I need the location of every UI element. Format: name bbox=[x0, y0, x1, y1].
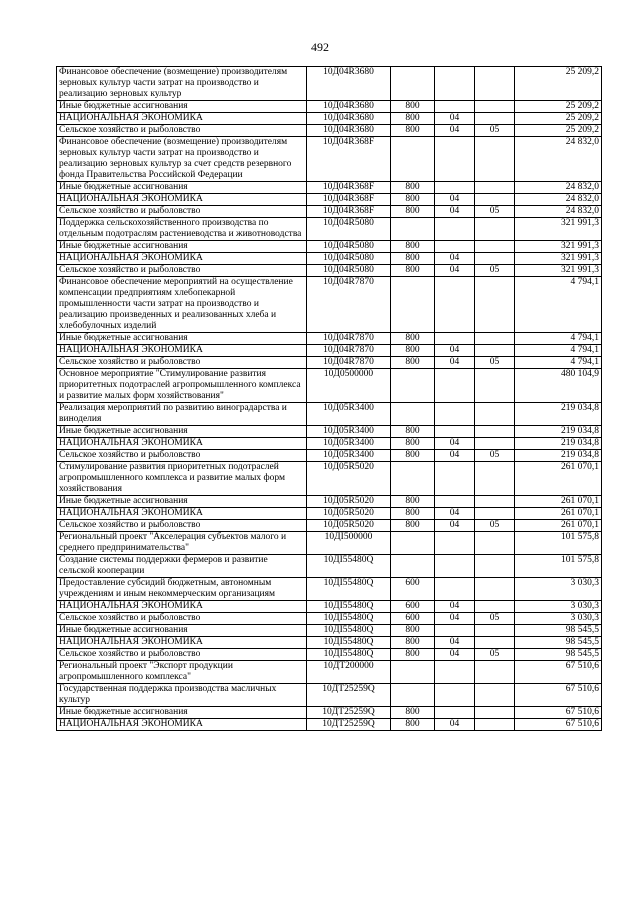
section-code bbox=[435, 333, 475, 345]
expense-type-code: 800 bbox=[391, 707, 435, 719]
amount-value: 321 991,3 bbox=[515, 265, 602, 277]
expense-type-code bbox=[391, 661, 435, 684]
amount-value: 480 104,9 bbox=[515, 369, 602, 403]
expense-type-code: 800 bbox=[391, 345, 435, 357]
subsection-code bbox=[475, 241, 515, 253]
budget-item-name: НАЦИОНАЛЬНАЯ ЭКОНОМИКА bbox=[57, 113, 307, 125]
table-row bbox=[57, 426, 602, 438]
target-article-code: 10Д04R3680 bbox=[307, 67, 391, 101]
budget-item-name: Финансовое обеспечение (возмещение) производителям зерновых культур части затрат на производство и реализацию зерновых культур за счет средств резервного фонда Правительства Российской Федерации bbox=[57, 137, 307, 182]
expense-type-code bbox=[391, 369, 435, 403]
target-article-code: 10Д04R3680 bbox=[307, 125, 391, 137]
target-article-code: 10ДI55480Q bbox=[307, 601, 391, 613]
expense-type-code: 800 bbox=[391, 496, 435, 508]
table-row bbox=[57, 555, 602, 578]
section-code: 04 bbox=[435, 253, 475, 265]
target-article-code: 10Д0500000 bbox=[307, 369, 391, 403]
budget-item-name: Иные бюджетные ассигнования bbox=[57, 496, 307, 508]
subsection-code bbox=[475, 333, 515, 345]
target-article-code: 10Д05R3400 bbox=[307, 438, 391, 450]
target-article-code: 10ДI55480Q bbox=[307, 555, 391, 578]
target-article-code: 10Д04R5080 bbox=[307, 218, 391, 241]
budget-item-name: Иные бюджетные ассигнования bbox=[57, 333, 307, 345]
expense-type-code: 800 bbox=[391, 101, 435, 113]
table-row bbox=[57, 520, 602, 532]
expense-type-code bbox=[391, 277, 435, 333]
table-row bbox=[57, 101, 602, 113]
table-row bbox=[57, 496, 602, 508]
subsection-code: 05 bbox=[475, 265, 515, 277]
subsection-code bbox=[475, 194, 515, 206]
subsection-code bbox=[475, 113, 515, 125]
section-code bbox=[435, 496, 475, 508]
amount-value: 101 575,8 bbox=[515, 555, 602, 578]
amount-value: 219 034,8 bbox=[515, 403, 602, 426]
amount-value: 98 545,5 bbox=[515, 625, 602, 637]
target-article-code: 10Д04R7870 bbox=[307, 357, 391, 369]
table-row bbox=[57, 661, 602, 684]
target-article-code: 10ДI55480Q bbox=[307, 637, 391, 649]
expense-type-code bbox=[391, 218, 435, 241]
section-code: 04 bbox=[435, 508, 475, 520]
subsection-code bbox=[475, 345, 515, 357]
table-row bbox=[57, 637, 602, 649]
expense-type-code bbox=[391, 137, 435, 182]
subsection-code bbox=[475, 462, 515, 496]
target-article-code: 10Д04R3680 bbox=[307, 113, 391, 125]
expense-type-code: 600 bbox=[391, 578, 435, 601]
table-row bbox=[57, 253, 602, 265]
target-article-code: 10Д05R5020 bbox=[307, 462, 391, 496]
budget-item-name: НАЦИОНАЛЬНАЯ ЭКОНОМИКА bbox=[57, 438, 307, 450]
expense-type-code: 800 bbox=[391, 438, 435, 450]
subsection-code bbox=[475, 403, 515, 426]
subsection-code: 05 bbox=[475, 206, 515, 218]
expense-type-code: 800 bbox=[391, 253, 435, 265]
amount-value: 261 070,1 bbox=[515, 462, 602, 496]
table-row bbox=[57, 194, 602, 206]
amount-value: 25 209,2 bbox=[515, 101, 602, 113]
amount-value: 4 794,1 bbox=[515, 357, 602, 369]
table-row bbox=[57, 333, 602, 345]
expense-type-code: 800 bbox=[391, 426, 435, 438]
table-row bbox=[57, 265, 602, 277]
subsection-code bbox=[475, 637, 515, 649]
subsection-code bbox=[475, 496, 515, 508]
subsection-code bbox=[475, 601, 515, 613]
budget-item-name: Сельское хозяйство и рыболовство bbox=[57, 649, 307, 661]
expense-type-code: 600 bbox=[391, 613, 435, 625]
amount-value: 25 209,2 bbox=[515, 67, 602, 101]
subsection-code: 05 bbox=[475, 125, 515, 137]
subsection-code bbox=[475, 426, 515, 438]
budget-item-name: НАЦИОНАЛЬНАЯ ЭКОНОМИКА bbox=[57, 194, 307, 206]
budget-item-name: Иные бюджетные ассигнования bbox=[57, 625, 307, 637]
target-article-code: 10Д05R3400 bbox=[307, 403, 391, 426]
target-article-code: 10Д04R5080 bbox=[307, 265, 391, 277]
budget-item-name: НАЦИОНАЛЬНАЯ ЭКОНОМИКА bbox=[57, 508, 307, 520]
expense-type-code: 800 bbox=[391, 450, 435, 462]
subsection-code bbox=[475, 182, 515, 194]
section-code bbox=[435, 661, 475, 684]
target-article-code: 10Д05R5020 bbox=[307, 508, 391, 520]
amount-value: 219 034,8 bbox=[515, 450, 602, 462]
section-code: 04 bbox=[435, 520, 475, 532]
target-article-code: 10Д04R7870 bbox=[307, 345, 391, 357]
subsection-code bbox=[475, 719, 515, 731]
section-code bbox=[435, 241, 475, 253]
table-row bbox=[57, 67, 602, 101]
section-code bbox=[435, 462, 475, 496]
expense-type-code: 800 bbox=[391, 182, 435, 194]
amount-value: 98 545,5 bbox=[515, 649, 602, 661]
subsection-code bbox=[475, 438, 515, 450]
amount-value: 24 832,0 bbox=[515, 206, 602, 218]
amount-value: 101 575,8 bbox=[515, 532, 602, 555]
amount-value: 4 794,1 bbox=[515, 345, 602, 357]
budget-item-name: Иные бюджетные ассигнования bbox=[57, 241, 307, 253]
table-row bbox=[57, 125, 602, 137]
table-row bbox=[57, 277, 602, 333]
expense-type-code: 800 bbox=[391, 265, 435, 277]
section-code: 04 bbox=[435, 265, 475, 277]
amount-value: 24 832,0 bbox=[515, 194, 602, 206]
section-code: 04 bbox=[435, 637, 475, 649]
budget-item-name: Поддержка сельскохозяйственного производства по отдельным подотраслям растениеводства и животноводства bbox=[57, 218, 307, 241]
budget-item-name: Сельское хозяйство и рыболовство bbox=[57, 357, 307, 369]
amount-value: 219 034,8 bbox=[515, 438, 602, 450]
amount-value: 321 991,3 bbox=[515, 218, 602, 241]
expense-type-code: 800 bbox=[391, 520, 435, 532]
section-code: 04 bbox=[435, 125, 475, 137]
budget-item-name: Иные бюджетные ассигнования bbox=[57, 101, 307, 113]
budget-table-body bbox=[57, 67, 602, 731]
table-row bbox=[57, 241, 602, 253]
table-row bbox=[57, 450, 602, 462]
expense-type-code: 800 bbox=[391, 508, 435, 520]
subsection-code: 05 bbox=[475, 649, 515, 661]
target-article-code: 10Д05R5020 bbox=[307, 520, 391, 532]
expense-type-code: 800 bbox=[391, 194, 435, 206]
budget-item-name: НАЦИОНАЛЬНАЯ ЭКОНОМИКА bbox=[57, 253, 307, 265]
section-code: 04 bbox=[435, 194, 475, 206]
budget-item-name: Сельское хозяйство и рыболовство bbox=[57, 520, 307, 532]
table-row bbox=[57, 613, 602, 625]
table-row bbox=[57, 345, 602, 357]
budget-item-name: Основное мероприятие "Стимулирование развития приоритетных подотраслей агропромышленного комплекса и развитие малых форм хозяйствования" bbox=[57, 369, 307, 403]
expense-type-code: 800 bbox=[391, 206, 435, 218]
page-number: 492 bbox=[311, 40, 329, 54]
target-article-code: 10Д04R7870 bbox=[307, 277, 391, 333]
amount-value: 4 794,1 bbox=[515, 333, 602, 345]
amount-value: 3 030,3 bbox=[515, 578, 602, 601]
budget-item-name: НАЦИОНАЛЬНАЯ ЭКОНОМИКА bbox=[57, 601, 307, 613]
amount-value: 4 794,1 bbox=[515, 277, 602, 333]
section-code bbox=[435, 555, 475, 578]
subsection-code bbox=[475, 67, 515, 101]
amount-value: 67 510,6 bbox=[515, 661, 602, 684]
subsection-code bbox=[475, 555, 515, 578]
expense-type-code bbox=[391, 555, 435, 578]
amount-value: 25 209,2 bbox=[515, 113, 602, 125]
section-code bbox=[435, 625, 475, 637]
target-article-code: 10ДI55480Q bbox=[307, 625, 391, 637]
section-code bbox=[435, 182, 475, 194]
target-article-code: 10Д04R7870 bbox=[307, 333, 391, 345]
subsection-code: 05 bbox=[475, 450, 515, 462]
section-code bbox=[435, 684, 475, 707]
section-code: 04 bbox=[435, 357, 475, 369]
amount-value: 261 070,1 bbox=[515, 496, 602, 508]
amount-value: 25 209,2 bbox=[515, 125, 602, 137]
subsection-code bbox=[475, 707, 515, 719]
subsection-code bbox=[475, 508, 515, 520]
budget-item-name: Финансовое обеспечение мероприятий на осуществление компенсации предприятиям хлебопекарной промышленности части затрат на производство и реализацию произведенных и реализованных хлеба и хлебобулочных изделий bbox=[57, 277, 307, 333]
subsection-code bbox=[475, 101, 515, 113]
subsection-code: 05 bbox=[475, 357, 515, 369]
table-row bbox=[57, 707, 602, 719]
expense-type-code: 800 bbox=[391, 333, 435, 345]
expense-type-code bbox=[391, 684, 435, 707]
amount-value: 321 991,3 bbox=[515, 241, 602, 253]
table-row bbox=[57, 532, 602, 555]
expense-type-code: 800 bbox=[391, 649, 435, 661]
budget-item-name: Сельское хозяйство и рыболовство bbox=[57, 613, 307, 625]
target-article-code: 10ДТ25259Q bbox=[307, 707, 391, 719]
table-row bbox=[57, 357, 602, 369]
amount-value: 261 070,1 bbox=[515, 508, 602, 520]
table-row bbox=[57, 137, 602, 182]
amount-value: 3 030,3 bbox=[515, 613, 602, 625]
expense-type-code bbox=[391, 67, 435, 101]
section-code: 04 bbox=[435, 613, 475, 625]
budget-item-name: Сельское хозяйство и рыболовство bbox=[57, 450, 307, 462]
table-row bbox=[57, 508, 602, 520]
section-code bbox=[435, 101, 475, 113]
target-article-code: 10ДI55480Q bbox=[307, 578, 391, 601]
subsection-code bbox=[475, 684, 515, 707]
table-row bbox=[57, 218, 602, 241]
subsection-code bbox=[475, 253, 515, 265]
table-row bbox=[57, 403, 602, 426]
section-code: 04 bbox=[435, 113, 475, 125]
subsection-code bbox=[475, 369, 515, 403]
table-row bbox=[57, 438, 602, 450]
subsection-code: 05 bbox=[475, 613, 515, 625]
expense-type-code: 800 bbox=[391, 125, 435, 137]
section-code bbox=[435, 218, 475, 241]
expense-type-code bbox=[391, 532, 435, 555]
target-article-code: 10Д05R5020 bbox=[307, 496, 391, 508]
target-article-code: 10Д05R3400 bbox=[307, 450, 391, 462]
budget-item-name: Иные бюджетные ассигнования bbox=[57, 426, 307, 438]
amount-value: 219 034,8 bbox=[515, 426, 602, 438]
section-code bbox=[435, 403, 475, 426]
expense-type-code: 800 bbox=[391, 719, 435, 731]
target-article-code: 10Д04R368F bbox=[307, 182, 391, 194]
subsection-code bbox=[475, 277, 515, 333]
table-row bbox=[57, 601, 602, 613]
amount-value: 67 510,6 bbox=[515, 719, 602, 731]
subsection-code bbox=[475, 137, 515, 182]
target-article-code: 10ДТ25259Q bbox=[307, 684, 391, 707]
table-row bbox=[57, 462, 602, 496]
expense-type-code: 800 bbox=[391, 241, 435, 253]
target-article-code: 10ДI500000 bbox=[307, 532, 391, 555]
budget-item-name: Предоставление субсидий бюджетным, автономным учреждениям и иным некоммерческим организациям bbox=[57, 578, 307, 601]
amount-value: 24 832,0 bbox=[515, 137, 602, 182]
section-code bbox=[435, 578, 475, 601]
subsection-code bbox=[475, 532, 515, 555]
amount-value: 3 030,3 bbox=[515, 601, 602, 613]
section-code bbox=[435, 67, 475, 101]
target-article-code: 10Д04R5080 bbox=[307, 241, 391, 253]
subsection-code bbox=[475, 661, 515, 684]
expense-type-code: 600 bbox=[391, 601, 435, 613]
amount-value: 98 545,5 bbox=[515, 637, 602, 649]
section-code: 04 bbox=[435, 719, 475, 731]
amount-value: 261 070,1 bbox=[515, 520, 602, 532]
section-code bbox=[435, 532, 475, 555]
budget-item-name: Региональный проект "Акселерация субъектов малого и среднего предпринимательства" bbox=[57, 532, 307, 555]
budget-item-name: Создание системы поддержки фермеров и развитие сельской кооперации bbox=[57, 555, 307, 578]
budget-item-name: Стимулирование развития приоритетных подотраслей агропромышленного комплекса и развитие малых форм хозяйствования bbox=[57, 462, 307, 496]
budget-item-name: НАЦИОНАЛЬНАЯ ЭКОНОМИКА bbox=[57, 345, 307, 357]
budget-table bbox=[56, 66, 602, 731]
table-row bbox=[57, 649, 602, 661]
target-article-code: 10ДI55480Q bbox=[307, 649, 391, 661]
budget-item-name: Сельское хозяйство и рыболовство bbox=[57, 265, 307, 277]
table-row bbox=[57, 578, 602, 601]
table-row bbox=[57, 719, 602, 731]
target-article-code: 10Д05R3400 bbox=[307, 426, 391, 438]
expense-type-code: 800 bbox=[391, 113, 435, 125]
table-row bbox=[57, 369, 602, 403]
section-code bbox=[435, 707, 475, 719]
expense-type-code: 800 bbox=[391, 637, 435, 649]
section-code: 04 bbox=[435, 206, 475, 218]
section-code bbox=[435, 137, 475, 182]
budget-item-name: НАЦИОНАЛЬНАЯ ЭКОНОМИКА bbox=[57, 719, 307, 731]
expense-type-code bbox=[391, 462, 435, 496]
section-code: 04 bbox=[435, 450, 475, 462]
target-article-code: 10Д04R368F bbox=[307, 194, 391, 206]
amount-value: 24 832,0 bbox=[515, 182, 602, 194]
budget-item-name: Финансовое обеспечение (возмещение) производителям зерновых культур части затрат на производство и реализацию зерновых культур bbox=[57, 67, 307, 101]
budget-item-name: Иные бюджетные ассигнования bbox=[57, 707, 307, 719]
amount-value: 67 510,6 bbox=[515, 707, 602, 719]
section-code: 04 bbox=[435, 601, 475, 613]
section-code bbox=[435, 426, 475, 438]
expense-type-code bbox=[391, 403, 435, 426]
target-article-code: 10ДI55480Q bbox=[307, 613, 391, 625]
section-code: 04 bbox=[435, 345, 475, 357]
budget-item-name: Государственная поддержка производства масличных культур bbox=[57, 684, 307, 707]
section-code bbox=[435, 277, 475, 333]
expense-type-code: 800 bbox=[391, 357, 435, 369]
expense-type-code: 800 bbox=[391, 625, 435, 637]
table-row bbox=[57, 625, 602, 637]
target-article-code: 10Д04R368F bbox=[307, 206, 391, 218]
amount-value: 321 991,3 bbox=[515, 253, 602, 265]
table-row bbox=[57, 182, 602, 194]
budget-item-name: Сельское хозяйство и рыболовство bbox=[57, 206, 307, 218]
subsection-code bbox=[475, 578, 515, 601]
target-article-code: 10ДТ200000 bbox=[307, 661, 391, 684]
table-row bbox=[57, 684, 602, 707]
section-code: 04 bbox=[435, 649, 475, 661]
table-row bbox=[57, 113, 602, 125]
subsection-code: 05 bbox=[475, 520, 515, 532]
target-article-code: 10Д04R368F bbox=[307, 137, 391, 182]
target-article-code: 10Д04R3680 bbox=[307, 101, 391, 113]
section-code bbox=[435, 369, 475, 403]
subsection-code bbox=[475, 625, 515, 637]
budget-item-name: НАЦИОНАЛЬНАЯ ЭКОНОМИКА bbox=[57, 637, 307, 649]
target-article-code: 10ДТ25259Q bbox=[307, 719, 391, 731]
budget-item-name: Иные бюджетные ассигнования bbox=[57, 182, 307, 194]
budget-item-name: Сельское хозяйство и рыболовство bbox=[57, 125, 307, 137]
amount-value: 67 510,6 bbox=[515, 684, 602, 707]
target-article-code: 10Д04R5080 bbox=[307, 253, 391, 265]
section-code: 04 bbox=[435, 438, 475, 450]
budget-item-name: Реализация мероприятий по развитию виноградарства и виноделия bbox=[57, 403, 307, 426]
table-row bbox=[57, 206, 602, 218]
budget-item-name: Региональный проект "Экспорт продукции агропромышленного комплекса" bbox=[57, 661, 307, 684]
subsection-code bbox=[475, 218, 515, 241]
